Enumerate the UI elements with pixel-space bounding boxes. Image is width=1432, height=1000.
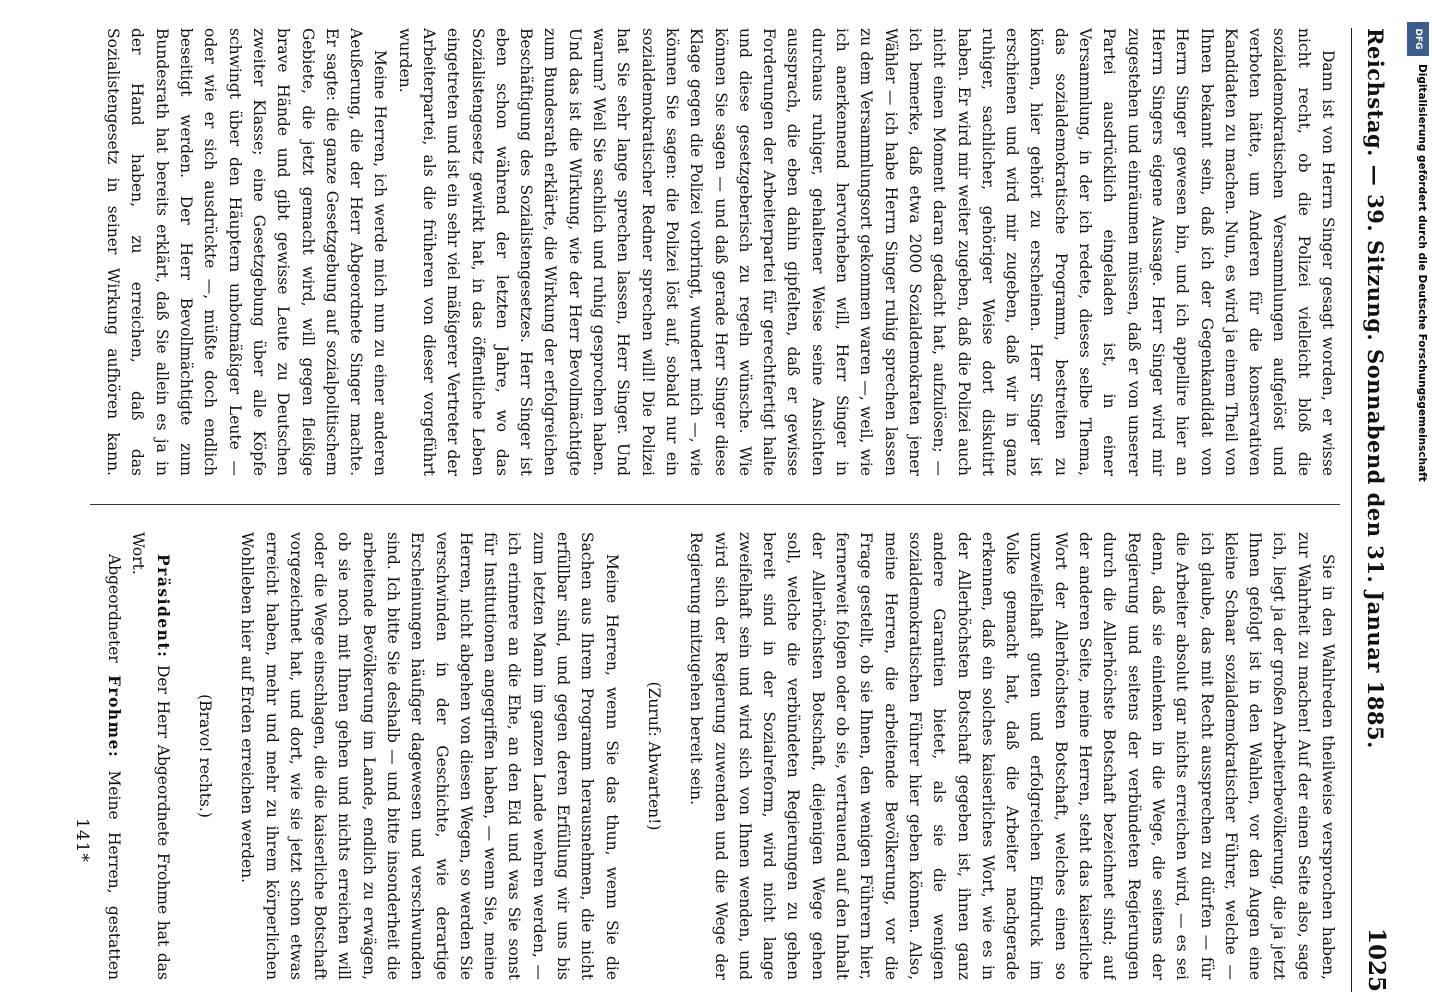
left-paragraph-2: Meine Herren, ich werde mich nun zu einer anderen Aeußerung, die der Herr Abgeordnete Singer machte. Er sagte: die ganze Gesetzgebung auf sozialpolitischem Gebiete, die jetzt gemacht wird, will gegen fleißige brave Hände und gibt gewisse Leute zu Deutschen zweiter Klasse; eine Gesetzgebung über alle Köpfe schwingt über den Häuptern unbotmäßiger Leute — oder wie er sich ausdrückte —, müßte doch endlich beseitigt werden. Der Herr Bevollmächtigte zum Bundesrath hat bereits erklärt, daß Sie allein es ja in der Hand haben, zu erreichen, daß das Sozialistengesetz in seiner Wirkung aufhören kann. — [104, 28, 390, 476]
dfg-logo-text: DFG — [1413, 28, 1423, 50]
frohme-prefix: Abgeordneter — [105, 554, 124, 663]
header-rule — [1351, 28, 1352, 992]
left-paragraph-1: Dann ist von Herrn Singer gesagt worden, er wisse nicht recht, ob die Polizei vielleicht bloß die sozialdemokratischen Versammlungen aufgelöst und verboten hätte, um Anderen für die konservativen Kandidaten zu machen. Nun, es wird ja einem Theil von Ihnen bekannt sein, daß ich der Gegenkandidat von Herrn Singer gewesen bin, und ich appellire hier an Herrn Singers eigene Aussage. Herr Singer wird mir zugestehen und einräumen müssen, daß er von unserer Partei ausdrücklich eingeladen ist, in einer Versammlung, in der ich redete, dieses selbe Thema, das sozialdemokratische Programm, bestreiten zu können, hier gehört zu erscheinen. Herr Singer ist erschienen und wird mir zugeben, daß wir in ganz ruhiger, sachlicher, gehöriger Weise dort diskutirt haben. Er wird mir weiter zugeben, daß die Polizei auch nicht einen Moment daran gedacht hat, aufzulösen; — ich bemerke, daß etwa 2000 Sozialdemokraten jener Wähler — ich habe Herrn Singer ruhig sprechen lassen zu dem Versammlungsort gekommen waren —, weil, wie ich anerkennend hervorheben will, Herr Singer in durchaus ruhiger, gehaltener Weise seine Ansichten aussprach, die eben dahin gipfelten, daß er gewisse Forderungen der Arbeiterpartei für gerechtfertigt halte und diese gesetzgeberisch zu regeln wünsche. Wie können Sie sagen — und daß gerade Herr Singer diese Klage gegen die Polizei vorbringt, wundert mich —, wie können Sie sagen: die Polizei löst auf, sobald nur ein sozialdemokratischer Redner sprechen will! Die Polizei hat Sie sehr lange sprechen lassen, Herr Singer. Und warum? Weil Sie sachlich und ruhig gesprochen haben. Und das ist die Wirkung, wie der Herr Bevollmächtigte zum Bundesrath erklärte, die Wirkung der erfolgreichen Beschäftigung des Sozialistengesetzes. Herr Singer ist eben schon während der letzten Jahre, wo das Sozialistengesetz gewirkt hat, in das öffentliche Leben eingetreten und ist ein sehr viel mäßigerer Vertreter der Arbeiterpartei, als die früheren von dieser vorgeführt wurden. — [395, 28, 1337, 476]
president-statement — [126, 532, 175, 980]
dfg-logo — [1407, 22, 1429, 56]
rotated-newspaper-page — [52, 28, 1392, 992]
president-text: Der Herr Abgeordnete Frohme hat das Wort. — [129, 532, 172, 980]
interjection-abwarten: (Zuruf: Abwarten!) — [644, 681, 663, 831]
column-separator — [90, 504, 1340, 505]
page-header — [1358, 28, 1392, 992]
frohme-text: Meine Herren, gestatten — [105, 770, 124, 980]
left-column — [100, 28, 1340, 476]
right-paragraph-2: Meine Herren, wenn Sie das thun, wenn Sie die Sachen aus Ihrem Programm herausnehmen, die nicht erfüllbar sind, und gegen deren Erfüllung wir uns bis zum letzten Mann im ganzen Lande wehren werden, — ich erinnere an die Ehe, an den Eid und was Sie sonst für Institutionen angegriffen haben, — wenn Sie, meine Herren, nicht abgehen von diesen Wegen, so werden Sie verschwinden in der Geschichte, wie derartige Erscheinungen häufiger dagewesen und verschwunden sind. Ich bitte Sie deshalb — und bitte insonderheit die arbeitende Bevölkerung im Lande, endlich zu erwägen, ob sie noch mit Ihnen gehen und nichts erreichen will oder die Wege einschlagen, die die kaiserliche Botschaft vorgezeichnet hat, und dort, wie sie jetzt schon etwas erreicht haben, mehr und mehr zu ihrem körperlichen Wohlleben hier auf Erden erreichen werden. — [238, 532, 621, 980]
page-number: 1025 — [1363, 927, 1390, 992]
frohme-label: Frohme: — [105, 675, 125, 759]
right-paragraph-1: Sie in den Wahlreden theilweise versprochen haben, zur Wahrheit zu machen! Auf der einen Seite also, sage ich, liegt ja der großen Arbeiterbevölkerung, die ja jetzt Ihnen gefolgt ist in den Wahlen, vor den Augen eine kleine Schaar sozialdemokratischer Führer, welche — ich glaube, das mit Recht aussprechen zu dürfen — für die Arbeiter absolut gar nichts erreichen wird, — es sei denn, daß sie einlenken in die Wege, die seitens der Regierung und seitens der verbündeten Regierungen durch die Allerhöchste Botschaft bezeichnet sind; auf der anderen Seite, meine Herren, steht das kaiserliche Wort der Allerhöchsten Botschaft, welches einen so unzweifelhaft guten und erfolgreichen Eindruck im Volke gemacht hat, daß die Arbeiter nachgerade erkennen, daß ein solches kaiserliches Wort, wie es in der Allerhöchsten Botschaft gegeben ist, ihnen ganz andere Garantien bietet, als sie die wenigen sozialdemokratischen Führer hier geben können. Also, meine Herren, die arbeitende Bevölkerung, vor die Frage gestellt, ob sie Ihnen, den wenigen Führern hier, fernerweit folgen oder ob sie, vertrauend auf den Inhalt der Allerhöchsten Botschaft, diejenigen Wege gehen soll, welche die verbündeten Regierungen zu gehen bereit sind in der Sozialreform, wird nicht lange zweifelhaft sein und wird sich von Ihnen wenden, und wird sich der Regierung zuwenden und die Wege der Regierung mitzugehen bereit sein. — [687, 532, 1337, 980]
dfg-watermark-text: Digitalisierung gefördert durch die Deutsche Forschungsgemeinschaft — [1416, 64, 1428, 482]
sheet-signature: 141* — [72, 818, 92, 863]
frohme-speech — [100, 532, 126, 980]
interjection-bravo: (Bravo! rechts.) — [195, 694, 214, 818]
president-label: Präsident: — [153, 554, 173, 659]
right-column — [100, 532, 1340, 980]
header-title: Reichstag. — 39. Sitzung. Sonnabend den 31. Januar 1885. — [1363, 28, 1388, 749]
